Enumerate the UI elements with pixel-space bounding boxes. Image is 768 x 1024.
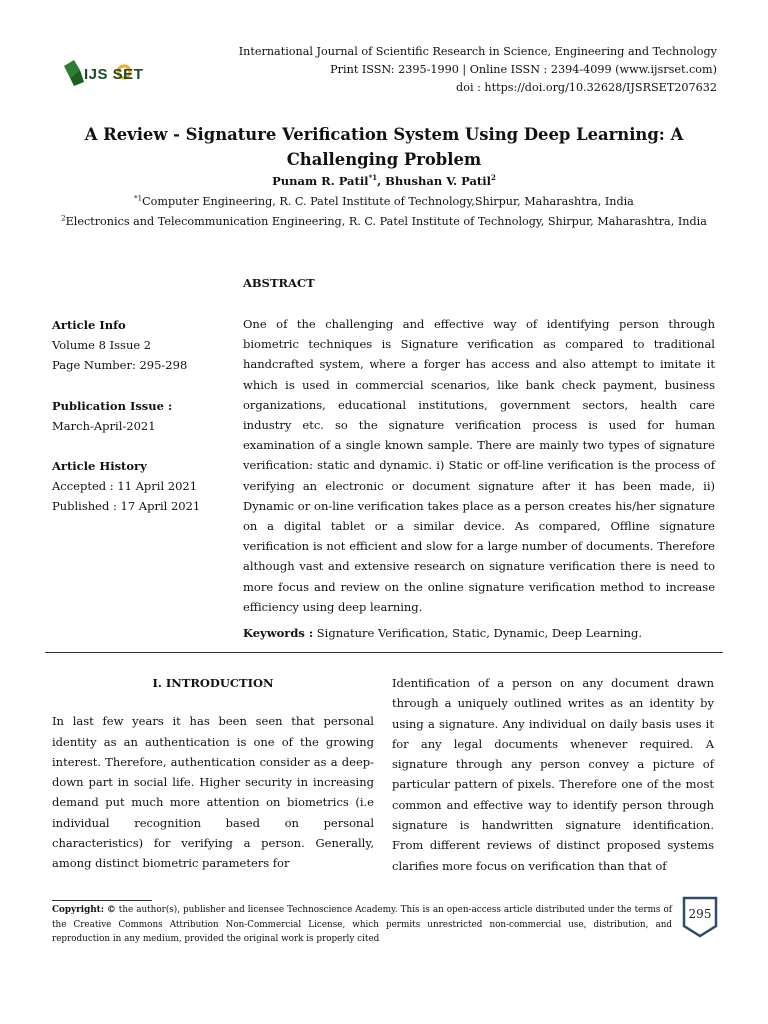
affiliation-1: $^{*1}$Computer Engineering, R. C. Patel Institute of Technology,Shirpur, Maharashtra, India [134, 194, 634, 208]
publication-issue-heading: Publication Issue : [52, 398, 173, 413]
journal-logo [60, 52, 160, 92]
keywords-text: Signature Verification, Static, Dynamic, Deep Learning. [313, 626, 642, 640]
published-date: Published : 17 April 2021 [52, 499, 201, 514]
article-history-heading: Article History [52, 459, 147, 474]
volume: Volume 8 Issue 2 [52, 338, 152, 353]
copyright-label: Copyright: [52, 905, 104, 915]
issn-line: Print ISSN: 2395-1990 | Online ISSN : 2394-4099 (www.ijsrset.com) [330, 63, 717, 76]
abstract-text: One of the challenging and effective way of identifying person through biometric techniques is Signature verification as compared to traditional handcrafted system, where a forger has access and also attempt to imitate it which is used in commercial scenarios, like bank check payment, business organizations, educational institutions, government sectors, health care industry etc. so the signature verification process is used for human examination of a single known sample. There are mainly two types of signature verification: static and dynamic. i) Static or off-line verification is the process of verifying an electronic or document signature after it has been made, ii) Dynamic or on-line verification takes place as a person creates his/her signature on a digital tablet or a similar device. As compared, Offline signature verification is not efficient and slow for a large number of documents. Therefore although vast and extensive research on signature verification there is need to more focus and review on the online signature verification method to increase efficiency using deep learning. [243, 317, 715, 614]
column-left [52, 673, 374, 874]
accepted-date: Accepted : 11 April 2021 [52, 479, 198, 494]
copyright-text: the author(s), publisher and licensee Technoscience Academy. This is an open-access article distributed under the terms of the Creative Commons Attribution Non-Commercial License, which permits unrestricted non-commercial use, distribution, and reproduction in any medium, provided the original work is properly cited [52, 905, 672, 944]
publication-issue: March-April-2021 [52, 418, 156, 433]
keywords-label: Keywords : [243, 626, 314, 640]
page-number: 295 [688, 907, 712, 921]
copyright-footer [52, 903, 672, 947]
journal-header [239, 43, 717, 97]
article-info [52, 315, 232, 517]
doi-line: doi : https://doi.org/10.32628/IJSRSET207632 [456, 81, 717, 94]
keywords [243, 626, 642, 640]
introduction-heading: I. INTRODUCTION [152, 676, 274, 690]
intro-paragraph-2: Identification of a person on any document drawn through a uniquely outlined writes as an identity by using a signature. Any individual on daily basis uses it for any legal documents whenever required. A signature through any person convey a picture of particular pattern of pixels. Therefore one of the most common and effective way to identify person through signature is handwritten signature identification. From different reviews of distinct proposed systems clarifies more focus on verification than that of [392, 676, 714, 873]
affiliation-2: $^2$Electronics and Telecommunication Engineering, R. C. Patel Institute of Technology, Shirpur, Maharashtra, India [61, 214, 707, 228]
copyright-symbol: © [106, 905, 116, 915]
intro-paragraph-1: In last few years it has been seen that personal identity as an authentication is one of the growing interest. Therefore, authentication consider as a deep-down part in social life. Higher security in increasing demand put much more attention on biometrics (i.e individual recognition based on personal characteristics) for verifying a person. Generally, among distinct biometric parameters for [52, 714, 374, 871]
article-info-heading: Article Info [52, 318, 126, 332]
logo-text: IJS SET [84, 66, 144, 83]
paper-title: A Review - Signature Verification System Using Deep Learning: A Challenging Problem [84, 125, 684, 169]
affiliations [52, 192, 716, 232]
journal-name: International Journal of Scientific Research in Science, Engineering and Technology [238, 45, 717, 58]
authors-line: Punam R. Patil$^{*1}$, Bhushan V. Patil$^2$ [272, 173, 496, 188]
page-numbers: Page Number: 295-298 [52, 358, 188, 373]
page-number-badge [682, 896, 718, 938]
footer-divider [52, 900, 152, 901]
abstract-heading: ABSTRACT [243, 276, 315, 290]
section-divider [45, 652, 723, 653]
